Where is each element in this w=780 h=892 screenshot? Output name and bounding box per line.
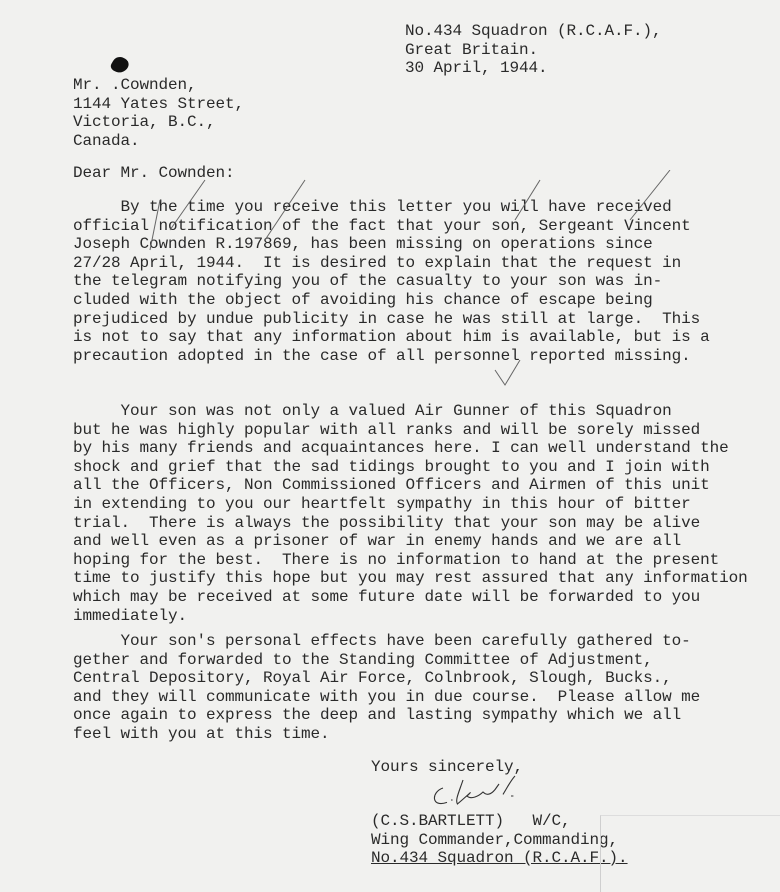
body-line: precaution adopted in the case of all personnel reported missing. [73,346,691,365]
body-line: time to justify this hope but you may rest assured that any information [73,569,748,588]
body-line: and well even as a prisoner of war in enemy hands and we are all [73,532,682,551]
body-line: which may be received at some future date will be forwarded to you [73,587,701,606]
body-line: but he was highly popular with all ranks and will be sorely missed [73,420,701,439]
ink-blot [109,54,131,76]
body-line: immediately. [73,606,188,625]
body-line: official notification of the fact that your son, Sergeant Vincent [73,216,691,235]
body-line: and they will communicate with you in due course. Please allow me [73,687,701,706]
closing: Yours sincerely, [371,758,524,776]
signatory-unit: No.434 Squadron (R.C.A.F.). [371,849,628,868]
faded-stamp-box [600,815,780,892]
sender-address [405,22,662,78]
recipient-line: 1144 Yates Street, [73,94,245,113]
body-line: prejudiced by undue publicity in case he was still at large. This [73,309,701,328]
pencil-tick-marks [0,170,780,670]
body-line: By the time you receive this letter you will have received [73,198,672,216]
body-line: cluded with the object of avoiding his chance of escape being [73,290,653,309]
date-line: 30 April, 1944. [405,59,548,78]
body-line: the telegram notifying you of the casualty to your son was in- [73,272,663,291]
recipient-address [73,76,244,150]
body-line: Your son was not only a valued Air Gunner of this Squadron [73,402,672,420]
recipient-line: Mr. .Cownden, [73,76,197,94]
salutation: Dear Mr. Cownden: [73,164,235,182]
body-line: by his many friends and acquaintances here. I can well understand the [73,439,729,458]
body-line: 27/28 April, 1944. It is desired to explain that the request in [73,253,682,272]
body-line: in extending to you our heartfelt sympathy in this hour of bitter [73,494,691,513]
body-line: trial. There is always the possibility that your son may be alive [73,513,701,532]
sender-line: No.434 Squadron (R.C.A.F.), [405,22,662,40]
body-line: all the Officers, Non Commissioned Officers and Airmen of this unit [73,476,710,495]
handwritten-signature [405,772,545,812]
body-line: once again to express the deep and lasting sympathy which we all [73,706,682,725]
body-line: gether and forwarded to the Standing Committee of Adjustment, [73,650,653,669]
body-line: hoping for the best. There is no information to hand at the present [73,550,720,569]
body-line: feel with you at this time. [73,724,330,743]
signatory-block [371,812,628,868]
recipient-line: Victoria, B.C., [73,113,216,132]
body-line: Your son's personal effects have been carefully gathered to- [73,632,691,650]
body-line: is not to say that any information about him is available, but is a [73,328,710,347]
sender-line: Great Britain. [405,40,539,59]
signatory-title: Wing Commander,Commanding, [371,830,619,849]
body-line: Central Depository, Royal Air Force, Colnbrook, Slough, Bucks., [73,669,672,688]
signatory-name: (C.S.BARTLETT) W/C, [371,812,571,830]
recipient-line: Canada. [73,131,140,150]
body-line: Joseph Cownden R.197869, has been missing on operations since [73,235,653,254]
body-line: shock and grief that the sad tidings brought to you and I join with [73,457,710,476]
